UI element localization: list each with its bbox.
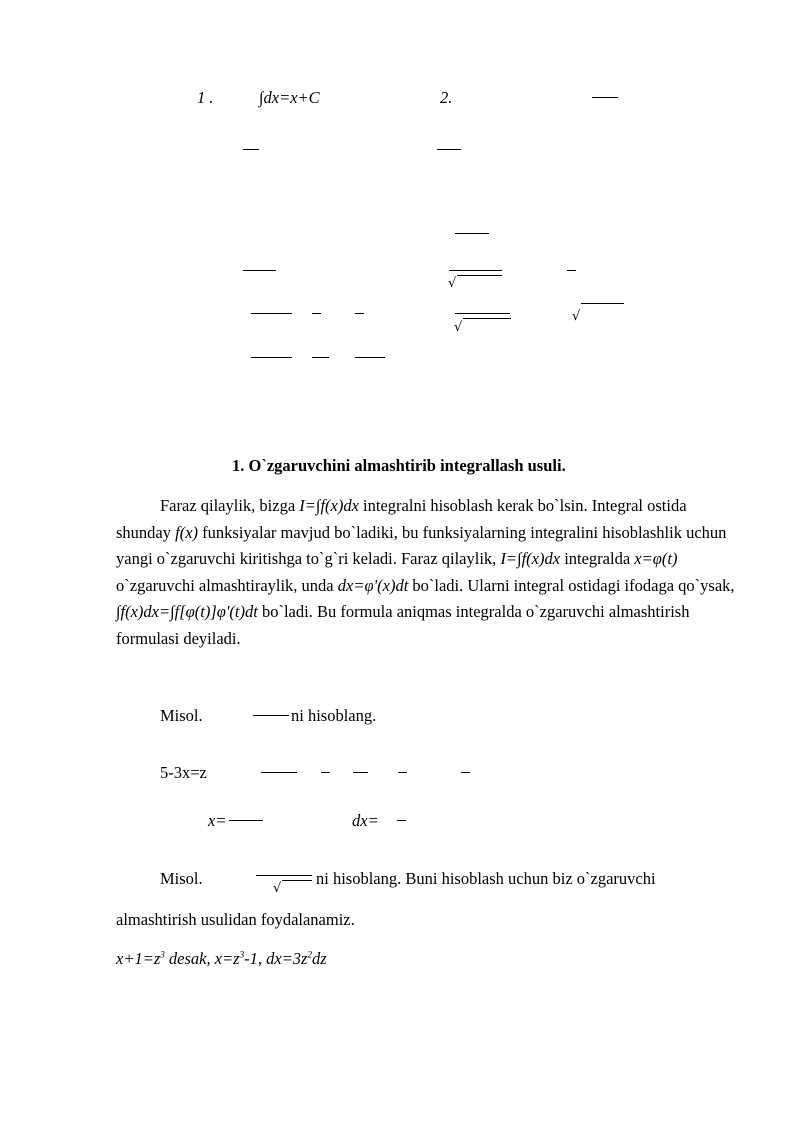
sqrt-icon: √ [273, 881, 282, 896]
fraction-bar [397, 820, 406, 821]
example-1-suffix: ni hisoblang. [291, 706, 377, 725]
radical-bar [457, 275, 502, 276]
example-2-suffix: ni hisoblang. Buni hisoblash uchun biz o`zgaruvchi [316, 869, 656, 888]
fraction-bar [567, 270, 576, 271]
example-2-label: Misol. [160, 869, 203, 888]
fraction-bar [455, 313, 510, 314]
formula-1-expression: ∫dx=x+C [259, 88, 320, 107]
fraction-bar [243, 149, 259, 150]
fraction-bar [321, 772, 330, 773]
fraction-bar [449, 270, 502, 271]
fraction-bar [256, 875, 312, 876]
fraction-bar [229, 820, 263, 821]
radical-bar [282, 880, 312, 881]
sqrt-icon: √ [448, 276, 457, 291]
fraction-bar [355, 313, 364, 314]
fraction-bar [261, 772, 297, 773]
fraction-bar [243, 270, 276, 271]
substitution-line: 5-3x=z [160, 763, 207, 782]
substitution-result: $x+1=z^3$ desak, $x=z^3-1$, $dx=3z^2dz$ [116, 949, 327, 968]
radical-bar [581, 303, 624, 304]
example-2-continuation: almashtirish usulidan foydalanamiz. [116, 910, 355, 929]
fraction-bar [592, 97, 618, 98]
radical-bar [463, 318, 511, 319]
formula-1-number: 1 . [197, 88, 214, 107]
dx-equals: dx= [352, 811, 379, 830]
fraction-bar [312, 357, 329, 358]
sqrt-icon: √ [572, 309, 581, 324]
fraction-bar [398, 772, 407, 773]
fraction-bar [251, 357, 292, 358]
fraction-bar [455, 233, 489, 234]
fraction-bar [353, 772, 368, 773]
fraction-bar [251, 313, 292, 314]
x-equals: x= [208, 811, 227, 830]
sqrt-icon: √ [454, 320, 463, 335]
body-paragraph: Faraz qilaylik, bizga I=∫f(x)dx integralni hisoblash kerak bo`lsin. Integral ostida shunday f(x) funksiyalar mavjud bo`ladiki, bu funksiyalarning integralini hisoblashlik uchun yangi o`zgaruvchi kiritishga to`g`ri keladi. Faraz qilaylik, I=∫f(x)dx integralda x=φ(t) o`zgaruvchi almashtiraylik, unda dx=φ'(x)dt bo`ladi. Ularni integral ostidagi ifodaga qo`ysak, ∫f(x)dx=∫f[φ(t)]φ'(t)dt bo`ladi. Bu formula aniqmas integralda o`zgaruvchi almashtirish formulasi deyiladi. [116, 496, 735, 648]
formula-2-number: 2. [440, 88, 453, 107]
fraction-bar [437, 149, 461, 150]
example-1-label: Misol. [160, 706, 203, 725]
fraction-bar [461, 772, 470, 773]
fraction-bar [355, 357, 385, 358]
fraction-bar [253, 715, 289, 716]
section-heading: 1. O`zgaruvchini almashtirib integrallash usuli. [232, 456, 566, 475]
fraction-bar [312, 313, 321, 314]
